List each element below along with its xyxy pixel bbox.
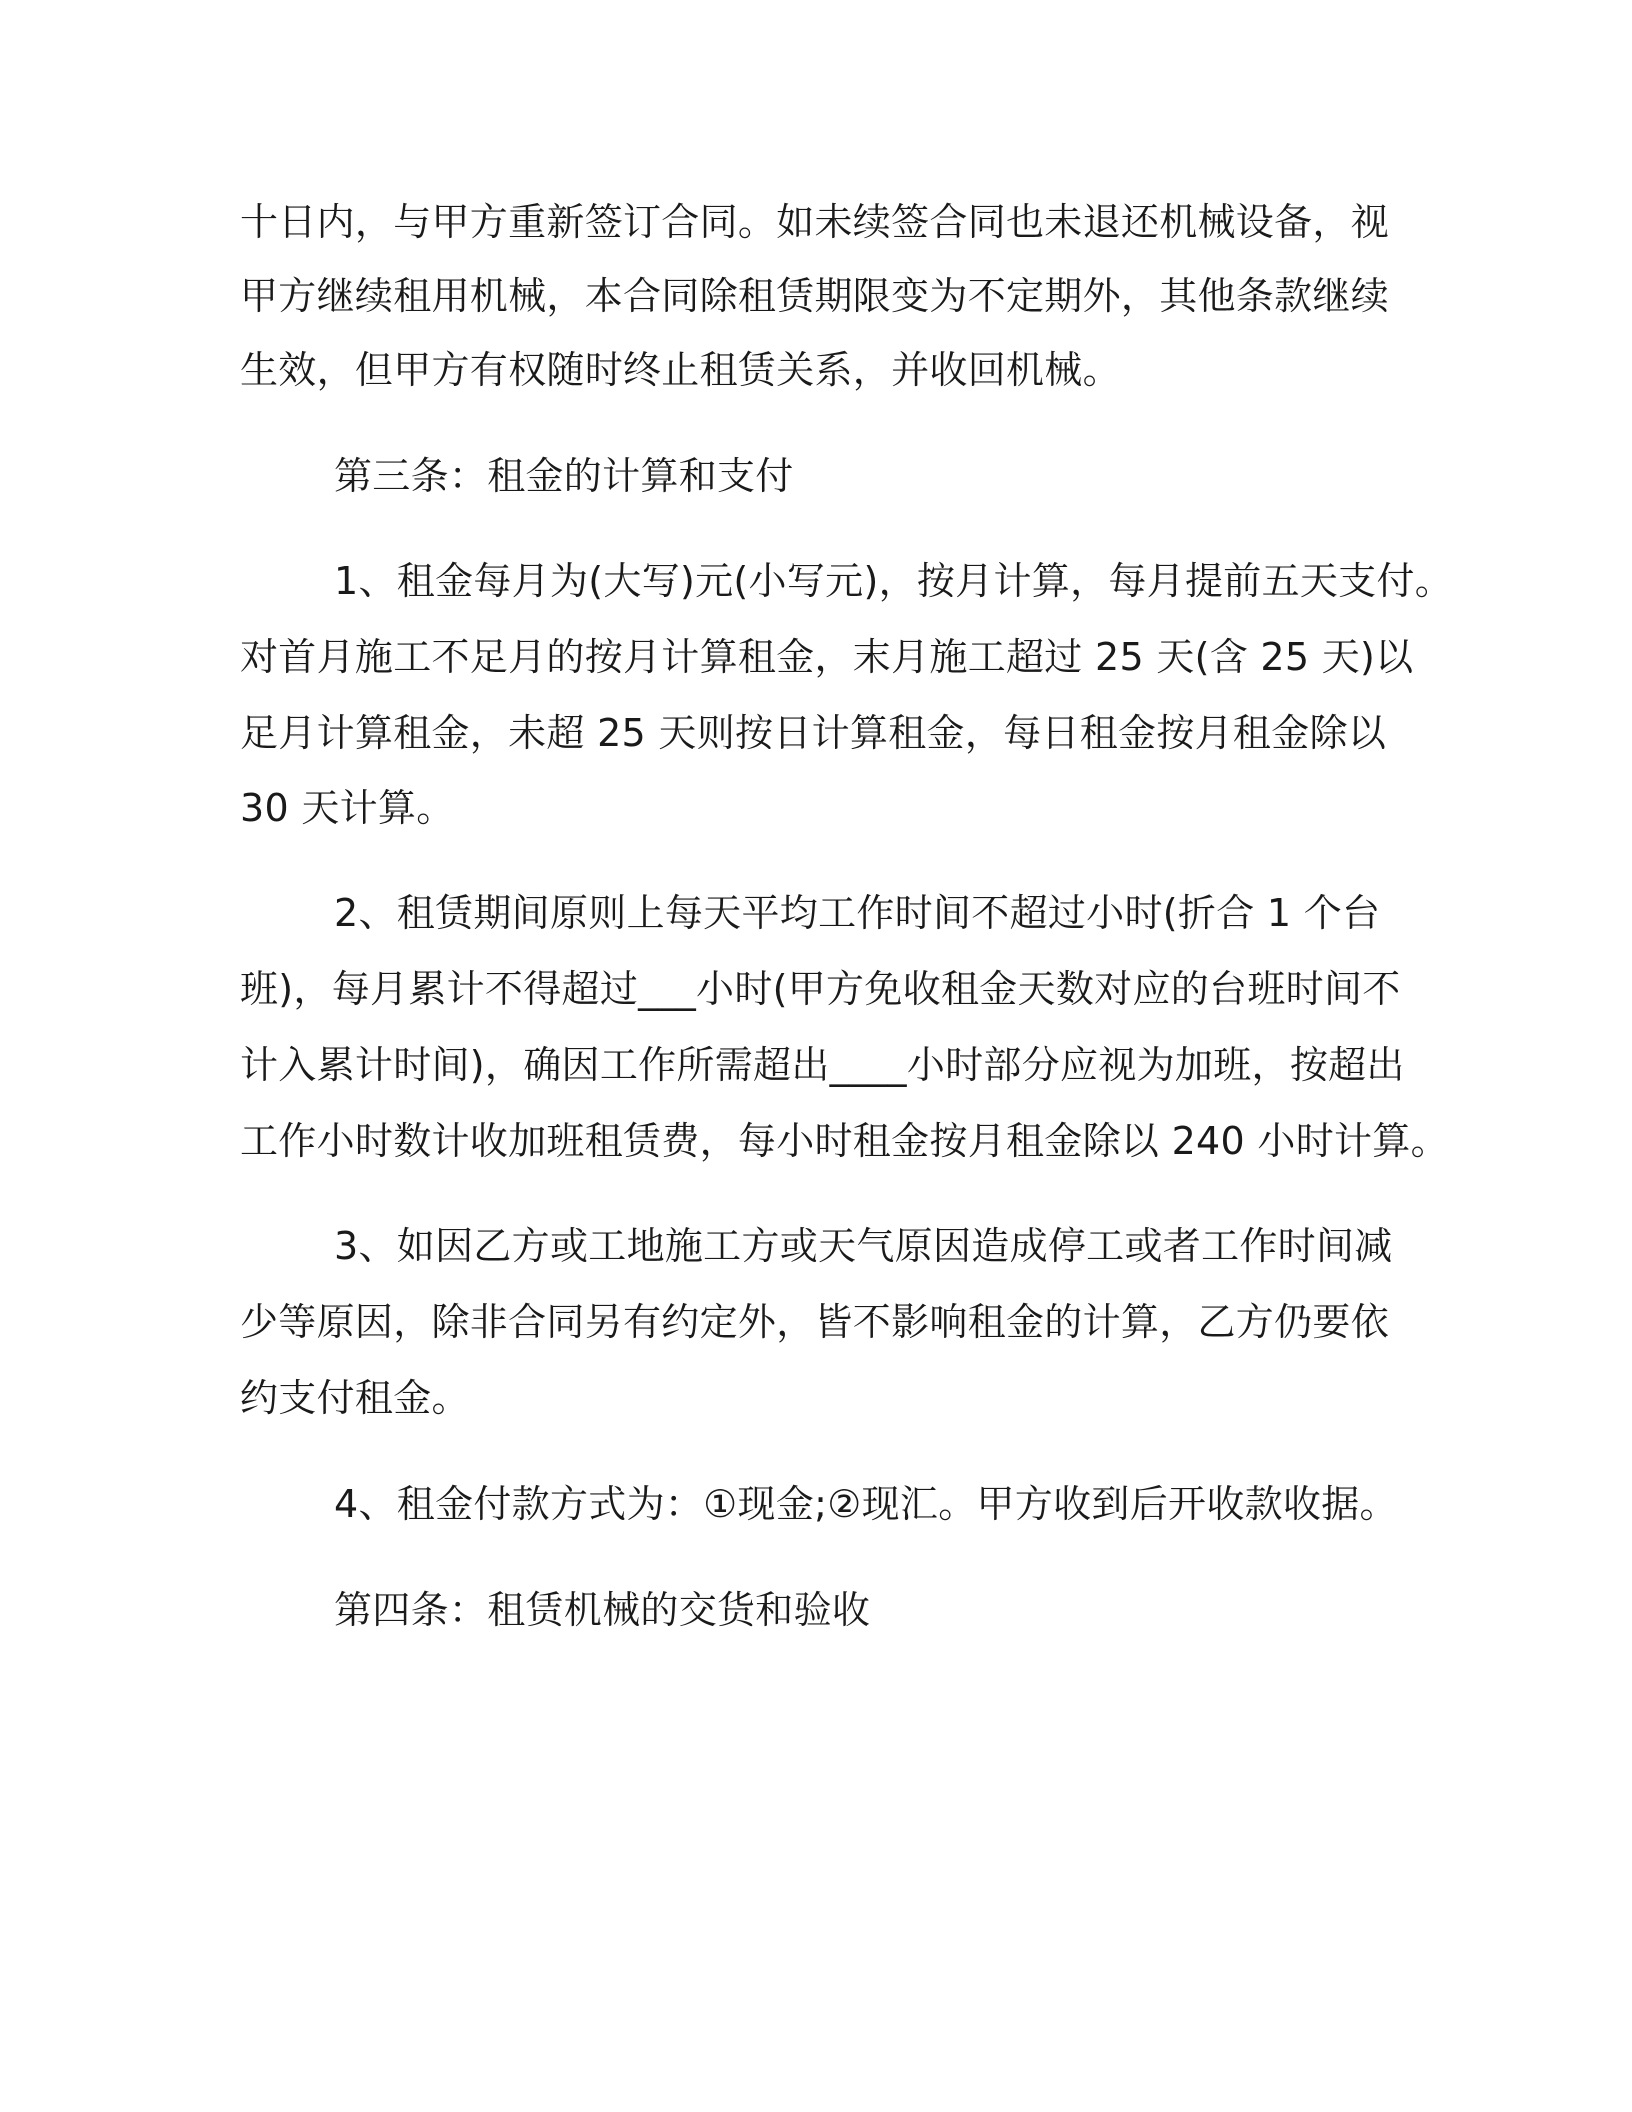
text-line: 对首月施工不足月的按月计算租金，末月施工超过 25 天(含 25 天)以	[240, 635, 1414, 679]
text-line: 2、租赁期间原则上每天平均工作时间不超过小时(折合 1 个台	[334, 891, 1381, 935]
text-line: 生效，但甲方有权随时终止租赁关系，并收回机械。	[240, 348, 1121, 392]
text-line: 甲方继续租用机械，本合同除租赁期限变为不定期外，其他条款继续	[240, 274, 1390, 318]
text-line: 少等原因，除非合同另有约定外，皆不影响租金的计算，乙方仍要依	[240, 1300, 1390, 1344]
text-line: 计入累计时间)，确因工作所需超出____小时部分应视为加班，按超出	[240, 1043, 1405, 1087]
text-line: 30 天计算。	[240, 786, 455, 830]
text-line: 4、租金付款方式为：①现金;②现汇。甲方收到后开收款收据。	[334, 1482, 1398, 1526]
text-line: 3、如因乙方或工地施工方或天气原因造成停工或者工作时间减	[334, 1224, 1393, 1268]
section-heading: 第三条：租金的计算和支付	[334, 454, 794, 498]
text-line: 班)，每月累计不得超过___小时(甲方免收租金天数对应的台班时间不	[240, 967, 1401, 1011]
text-line: 工作小时数计收加班租赁费，每小时租金按月租金除以 240 小时计算。	[240, 1119, 1449, 1163]
text-line: 足月计算租金，未超 25 天则按日计算租金，每日租金按月租金除以	[240, 711, 1387, 755]
text-line: 十日内，与甲方重新签订合同。如未续签合同也未退还机械设备，视	[240, 200, 1390, 244]
text-line: 1、租金每月为(大写)元(小写元)，按月计算，每月提前五天支付。	[334, 559, 1454, 603]
text-line: 约支付租金。	[240, 1376, 470, 1420]
section-heading: 第四条：租赁机械的交货和验收	[334, 1588, 871, 1632]
